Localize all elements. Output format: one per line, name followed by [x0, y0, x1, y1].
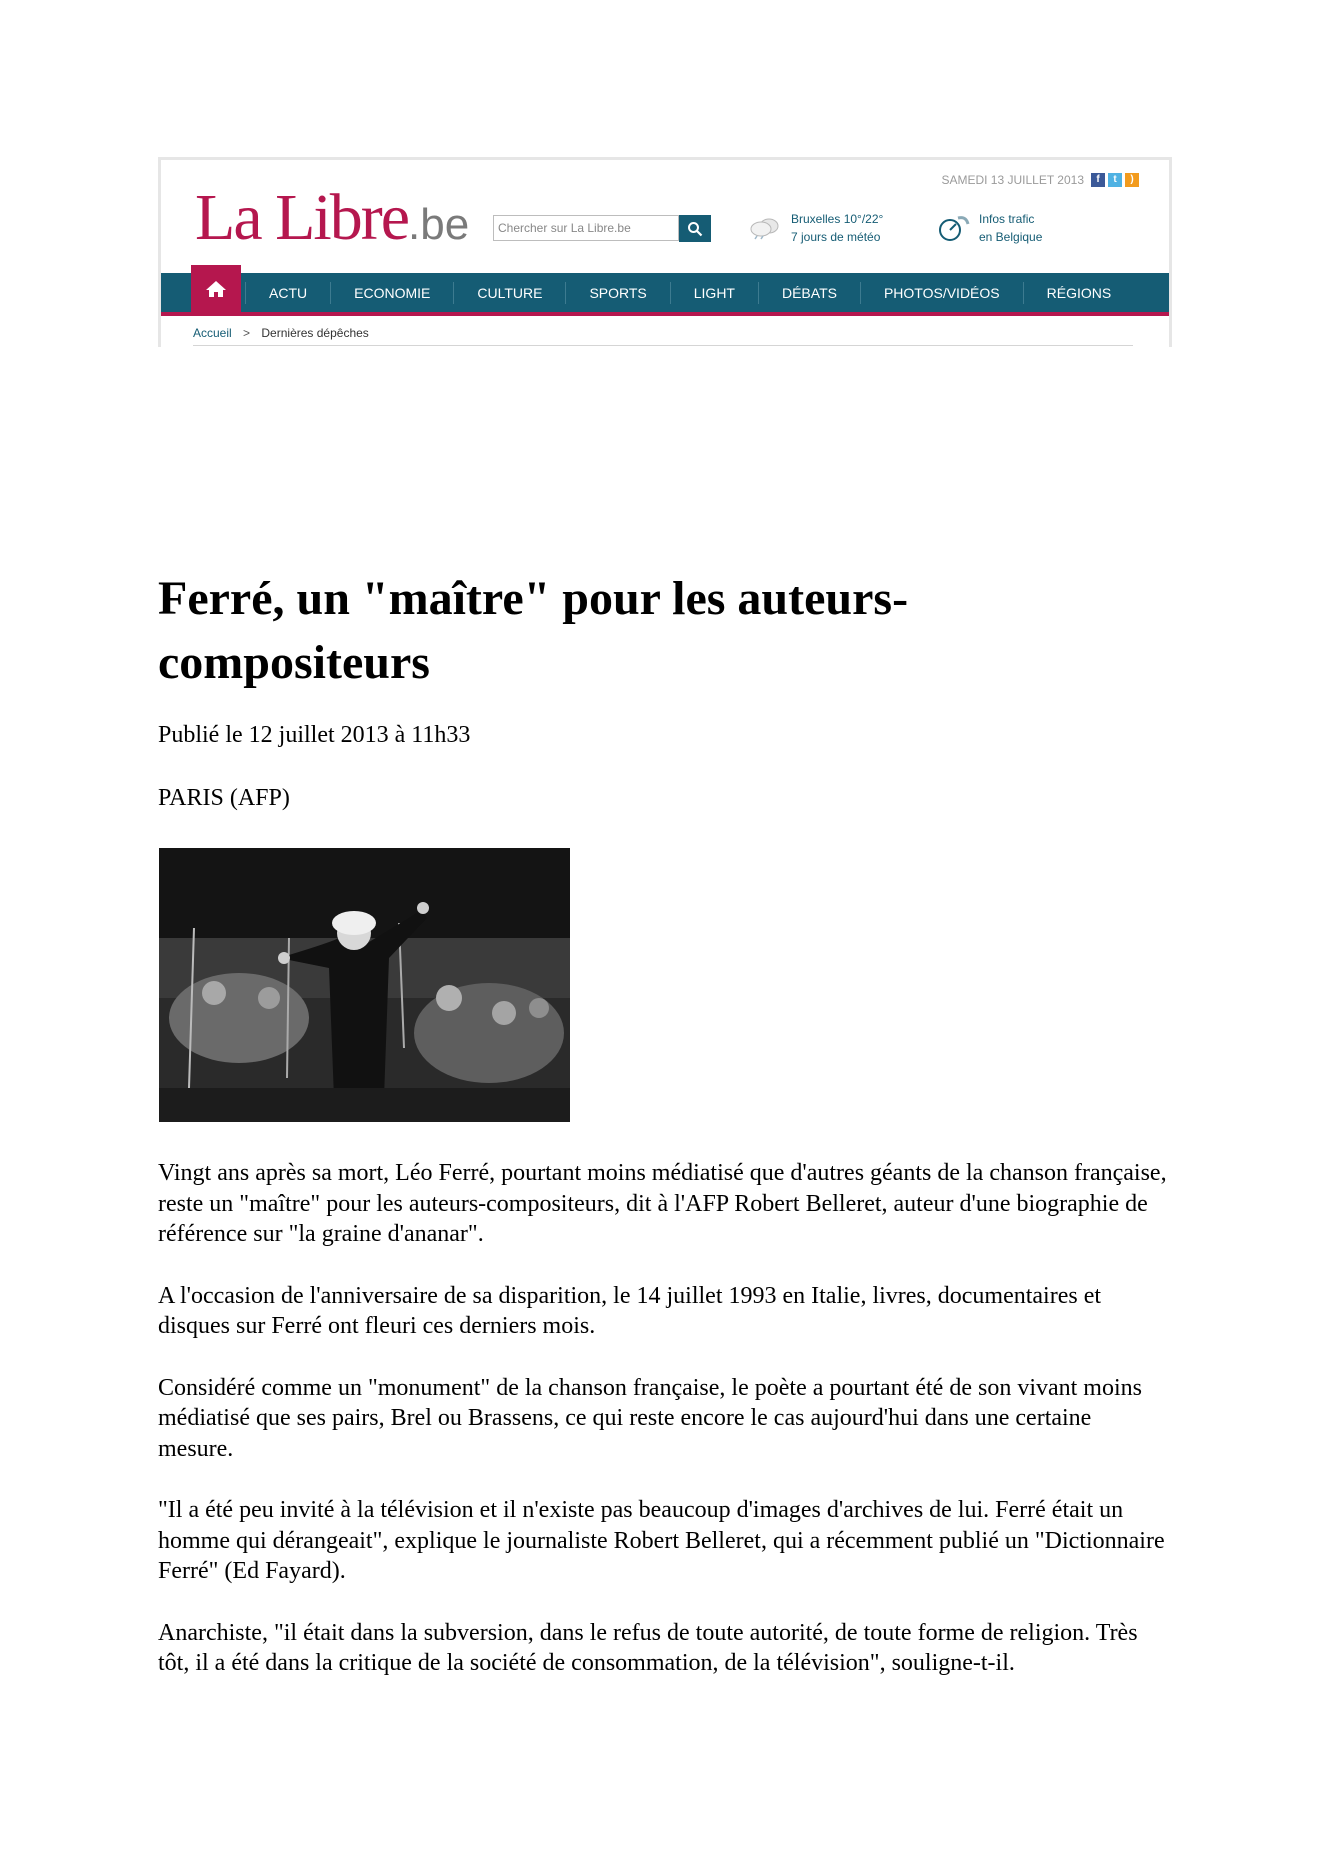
weather-line-1: Bruxelles 10°/22°: [791, 212, 884, 226]
nav-item-regions[interactable]: RÉGIONS: [1023, 282, 1135, 304]
traffic-gauge-icon[interactable]: [936, 210, 972, 244]
nav-home[interactable]: [191, 265, 241, 312]
traffic-link[interactable]: [979, 210, 1042, 246]
nav-item-actu[interactable]: ACTU: [245, 282, 330, 304]
article-paragraph: Vingt ans après sa mort, Léo Ferré, pourtant moins médiatisé que d'autres géants de la chanson française, reste un "maître" pour les auteurs-compositeurs, dit à l'AFP Robert Belleret, auteur d'une biographie de référence sur "la graine d'ananar".: [158, 1160, 1167, 1247]
logo-main: La Libre: [195, 181, 409, 254]
article-dateline: PARIS (AFP): [158, 785, 290, 811]
nav-item-culture[interactable]: CULTURE: [453, 282, 565, 304]
rss-icon[interactable]: ): [1125, 173, 1139, 187]
twitter-icon[interactable]: t: [1108, 173, 1122, 187]
home-icon: [205, 279, 227, 299]
article-title: Ferré, un "maître" pour les auteurs-compositeurs: [158, 572, 909, 689]
nav-item-debats[interactable]: DÉBATS: [758, 282, 860, 304]
facebook-icon[interactable]: f: [1091, 173, 1105, 187]
breadcrumb-separator: >: [243, 326, 251, 340]
breadcrumb-current: Dernières dépêches: [261, 326, 369, 340]
article-paragraph: Anarchiste, "il était dans la subversion, dans le refus de toute autorité, de toute forme de religion. Très tôt, il a été dans la critique de la société de consommation, de la télévision", souligne-t-il.: [158, 1619, 1138, 1676]
logo-suffix: .be: [408, 200, 470, 249]
article-body: [158, 1158, 1168, 1710]
article-photo: [159, 848, 570, 1122]
nav-item-economie[interactable]: ECONOMIE: [330, 282, 453, 304]
nav-item-light[interactable]: LIGHT: [670, 282, 758, 304]
article-paragraph: Considéré comme un "monument" de la chanson française, le poète a pourtant été de son vivant moins médiatisé que ses pairs, Brel ou Brassens, ce qui reste encore le cas aujourd'hui dans une certaine mesure.: [158, 1374, 1142, 1462]
header-date-bar: [941, 173, 1139, 187]
article-paragraph: "Il a été peu invité à la télévision et il n'existe pas beaucoup d'images d'archives de lui. Ferré était un homme qui dérangeait", explique le journaliste Robert Belleret, qui a récemment publié un "Dictionnaire Ferré" (Ed Fayard).: [158, 1497, 1165, 1584]
site-logo[interactable]: [195, 180, 469, 256]
header-date: SAMEDI 13 JUILLET 2013: [941, 173, 1084, 187]
nav-item-photos-videos[interactable]: PHOTOS/VIDÉOS: [860, 282, 1023, 304]
weather-line-2: 7 jours de météo: [791, 230, 881, 244]
traffic-line-1: Infos trafic: [979, 212, 1035, 226]
breadcrumb: [193, 326, 1133, 346]
breadcrumb-home-link[interactable]: Accueil: [193, 326, 232, 340]
search-icon: [687, 221, 703, 237]
search-input[interactable]: Chercher sur La Libre.be: [493, 215, 679, 241]
search-button[interactable]: [679, 215, 711, 242]
traffic-line-2: en Belgique: [979, 230, 1043, 244]
article-paragraph: A l'occasion de l'anniversaire de sa disparition, le 14 juillet 1993 en Italie, livres, documentaires et disques sur Ferré ont fleuri ces derniers mois.: [158, 1282, 1102, 1339]
main-nav: [161, 273, 1169, 316]
weather-link[interactable]: [791, 210, 883, 246]
site-header: [158, 157, 1172, 347]
weather-cloud-icon[interactable]: [749, 214, 783, 240]
nav-item-sports[interactable]: SPORTS: [565, 282, 669, 304]
article-published-date: Publié le 12 juillet 2013 à 11h33: [158, 722, 471, 748]
